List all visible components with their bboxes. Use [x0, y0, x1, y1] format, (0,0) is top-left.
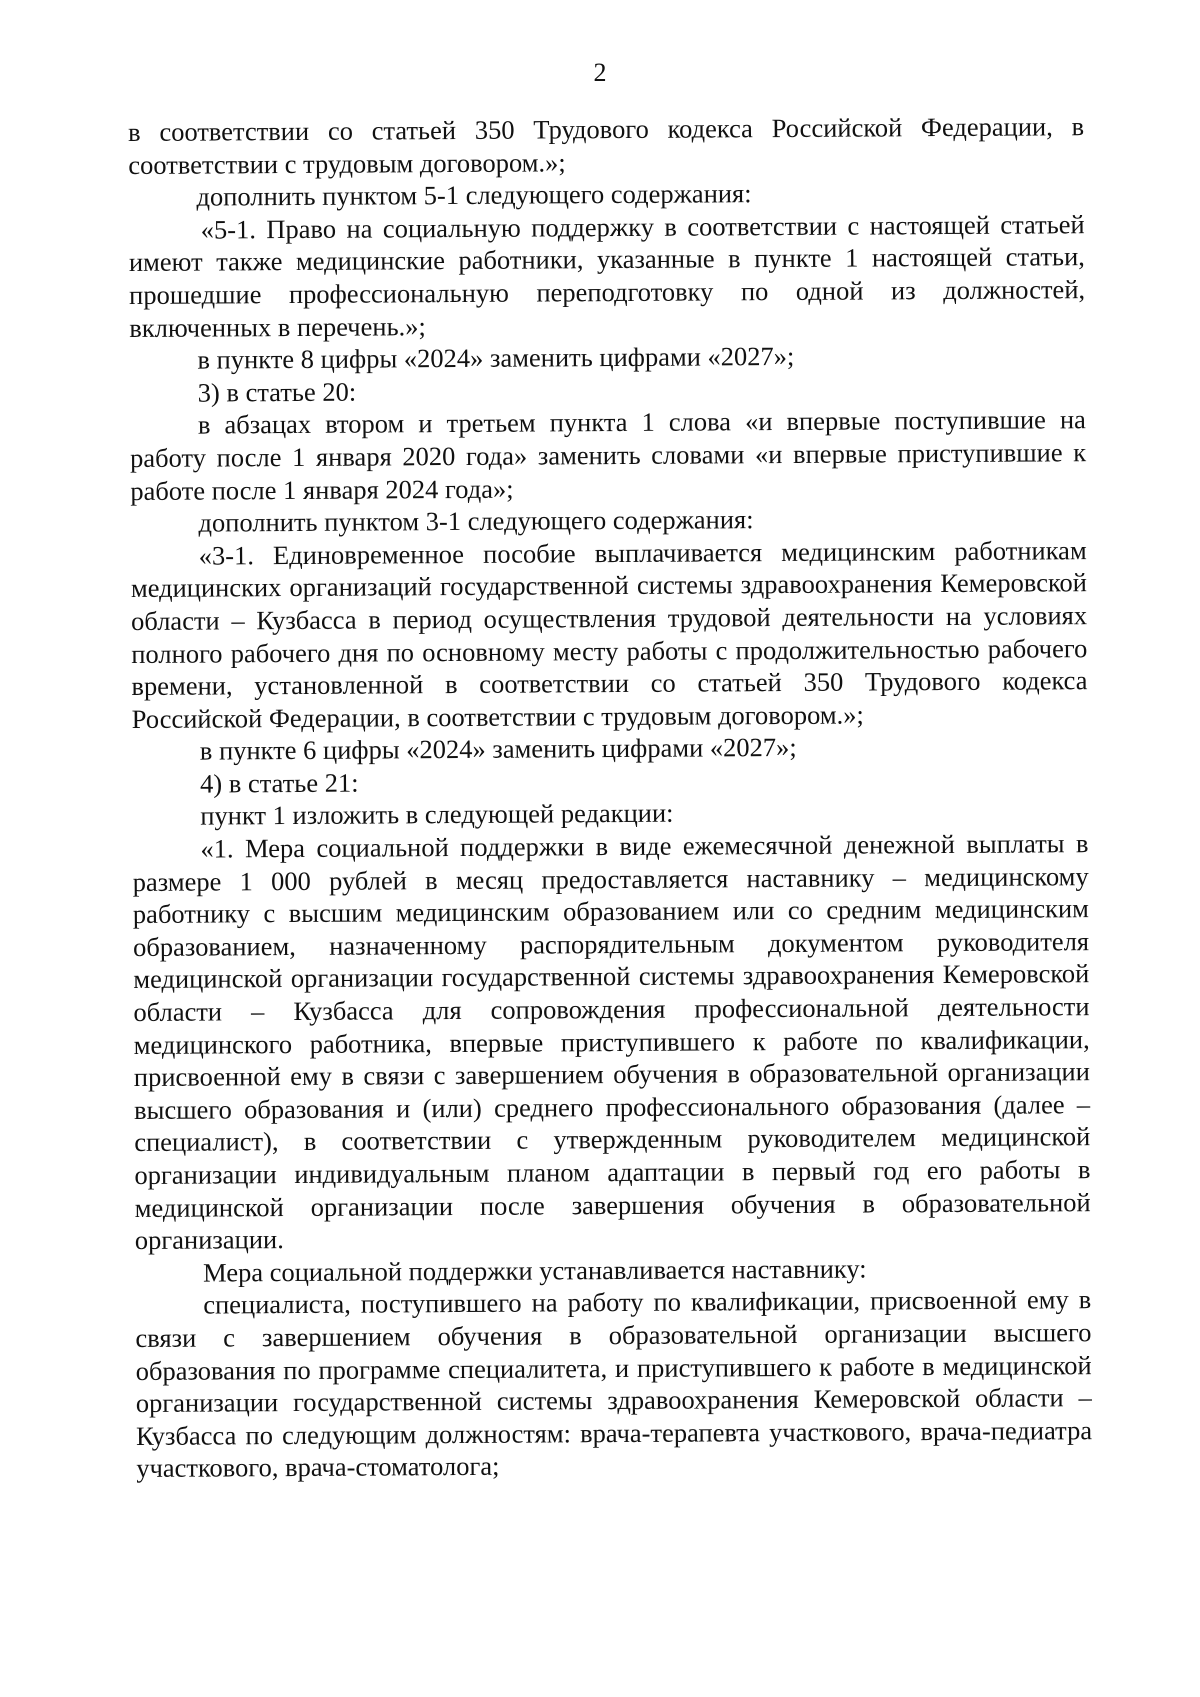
paragraph-5: 3) в статье 20:: [197, 376, 357, 408]
paragraph-2: дополнить пунктом 5-1 следующего содержания:: [196, 178, 752, 212]
paragraph-10: 4) в статье 21:: [199, 767, 359, 799]
paragraph-12: «1. Мера социальной поддержки в виде ежемесячной денежной выплаты в размере 1 000 рублей в месяц предоставляется наставнику – медицинскому работнику с высшим медицинским образованием или со средним медицинским образованием, назначенному распорядительным документом руководителя медицинской организации государственной системы здравоохранения Кемеровской области – Кузбасса для сопровождения профессиональной деятельности медицинского работника, впервые приступившего к работе по квалификации, присвоенной ему в связи с завершением обучения в образовательной организации высшего образования и (или) среднего профессионального образования (далее – специалист), в соответствии с утвержденным руководителем медицинской организации индивидуальным планом адаптации в первый год его работы в медицинской организации после завершения обучения в образовательной организации.: [132, 828, 1091, 1256]
page-number: 2: [593, 58, 607, 87]
paragraph-14: специалиста, поступившего на работу по квалификации, присвоенной ему в связи с завершением обучения в образовательной организации высшего образования по программе специалитета, и приступившего к работе в медицинской организации государственной системы здравоохранения Кемеровской области – Кузбасса по следующим должностям: врача-терапевта участкового, врача-педиатра участкового, врача-стоматолога;: [135, 1284, 1093, 1484]
paragraph-1: в соответствии со статьей 350 Трудового кодекса Российской Федерации, в соответствии с трудовым договором.»;: [128, 111, 1085, 180]
paragraph-13: Мера социальной поддержки устанавливается наставнику:: [202, 1253, 867, 1288]
document-body: [128, 110, 1092, 1485]
paragraph-8: «3-1. Единовременное пособие выплачивается медицинским работникам медицинских организаций государственной системы здравоохранения Кемеровской области – Кузбасса в период осуществления трудовой деятельности на условиях полного рабочего дня по основному месту работы с продолжительностью рабочего времени, установленной в соответствии со статьей 350 Трудового кодекса Российской Федерации, в соответствии с трудовым договором.»;: [130, 534, 1088, 734]
paragraph-9: в пункте 6 цифры «2024» заменить цифрами «2027»;: [199, 732, 797, 766]
paragraph-4: в пункте 8 цифры «2024» заменить цифрами «2027»;: [197, 341, 795, 375]
paragraph-7: дополнить пунктом 3-1 следующего содержания:: [198, 504, 754, 538]
paragraph-11: пункт 1 изложить в следующей редакции:: [200, 798, 674, 832]
paragraph-6: в абзацах втором и третьем пункта 1 слова «и впервые поступившие на работу после 1 января 2020 года» заменить словами «и впервые приступившие к работе после 1 января 2024 года»;: [129, 404, 1087, 506]
paragraph-3: «5-1. Право на социальную поддержку в соответствии с настоящей статьей имеют также медицинские работники, указанные в пункте 1 настоящей статьи, прошедшие профессиональную переподготовку по одной из должностей, включенных в перечень.»;: [128, 208, 1086, 343]
